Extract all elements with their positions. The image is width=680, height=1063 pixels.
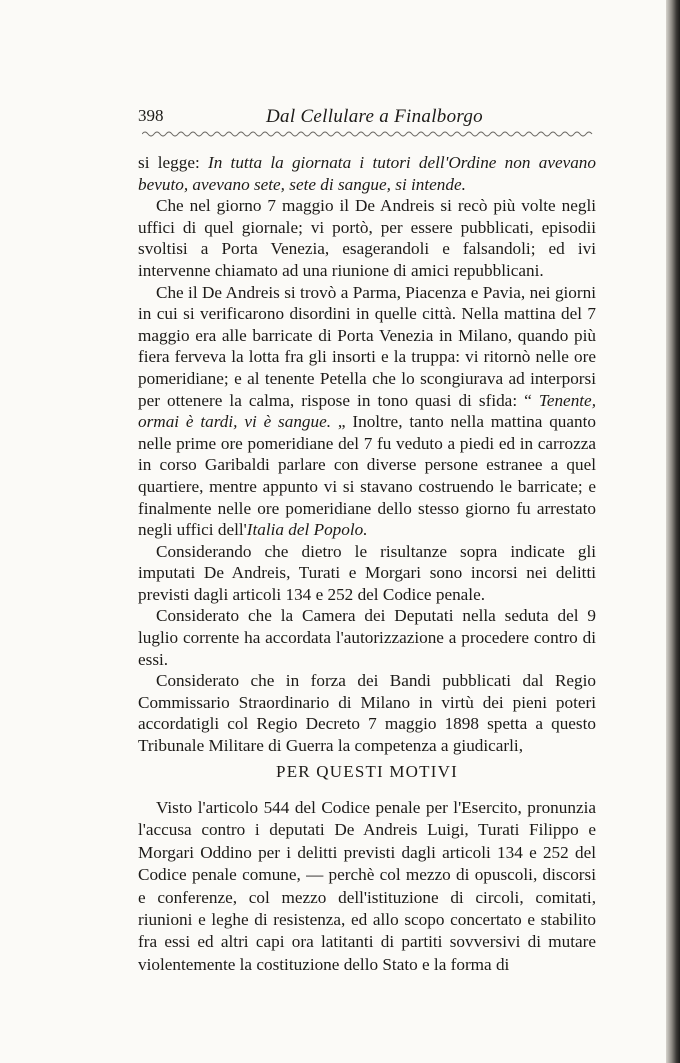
paragraph	[138, 152, 596, 195]
running-title: Dal Cellulare a Finalborgo	[266, 106, 483, 127]
page-number: 398	[138, 106, 164, 125]
paragraph	[138, 797, 596, 976]
text-run: Che il De Andreis si trovò a Parma, Piacenza e Pavia, nei giorni in cui si verificarono disordini in quelle città. Nella mattina del 7 maggio era alle barricate di Porta Venezia in Milano, quando più fiera ferveva la lotta fra gli insorti e la truppa: vi ritornò nelle ore pomeridiane; e al tenente Petella che lo scongiurava ad interporsi per ottenere la calma, rispose in tono quasi di sfida: “	[138, 282, 596, 410]
page-binding-edge	[666, 0, 680, 1063]
text-run: si legge:	[138, 153, 208, 172]
paragraph	[138, 670, 596, 756]
paragraph	[138, 195, 596, 281]
italic-run: In tutta la giornata i tutori dell'Ordine non avevano bevuto, avevano sete, sete di sangue, si intende.	[138, 153, 596, 194]
section-heading: PER QUESTI MOTIVI	[276, 762, 458, 781]
text-run: Visto l'articolo 544 del Codice penale per l'Esercito, pronunzia l'accusa contro i deputati De Andreis Luigi, Turati Filippo e Morgari Oddino per i delitti previsti dagli articoli 134 e 252 del Codice penale comune, — perchè col mezzo di opuscoli, discorsi e conferenze, col mezzo dell'istituzione di circoli, comitati, riunioni e leghe di resistenza, ed allo scopo concertato e stabilito fra essi ed altri capi ora latitanti di partiti sovversivi di mutare violentemente la costituzione dello Stato e la forma di	[138, 798, 596, 974]
text-run: Considerato che la Camera dei Deputati nella seduta del 9 luglio corrente ha accordata l'autorizzazione a procedere contro di essi.	[138, 606, 596, 669]
ornamental-rule	[142, 130, 594, 138]
text-run: Che nel giorno 7 maggio il De Andreis si recò più volte negli uffici di quel giornale; vi portò, per essere pubblicati, episodii svoltisi a Porta Venezia, esagerandoli e falsandoli; ed ivi intervenne chiamato ad una riunione di amici repubblicani.	[138, 196, 596, 280]
text-run: „ Inoltre, tanto nella mattina quanto nelle prime ore pomeridiane del 7 fu veduto a piedi ed in carrozza in corso Garibaldi parlare con diverse persone estranee a quel quartiere, mentre appunto vi si stavano costruendo le barricate; e finalmente nelle ore pomeridiane dello stesso giorno fu arrestato negli uffici dell'	[138, 412, 596, 540]
italic-run: Tenente, ormai è tardi, vi è sangue.	[138, 390, 596, 432]
text-run: Considerato che in forza dei Bandi pubblicati dal Regio Commissario Straordinario di Milano in virtù dei pieni poteri accordatigli col Regio Decreto 7 maggio 1898 spetta a questo Tribunale Militare di Guerra la competenza a giudicarli,	[138, 671, 596, 756]
running-head	[138, 106, 596, 130]
body-text-lower	[138, 797, 596, 976]
paragraph	[138, 605, 596, 670]
italic-run: Italia del Popolo.	[246, 520, 368, 540]
paragraph	[138, 282, 596, 541]
text-run: Considerando che dietro le risultanze sopra indicate gli imputati De Andreis, Turati e Morgari sono incorsi nei delitti previsti dagli articoli 134 e 252 del Codice penale.	[138, 541, 596, 604]
body-text-upper	[138, 152, 596, 757]
paragraph	[138, 541, 596, 606]
